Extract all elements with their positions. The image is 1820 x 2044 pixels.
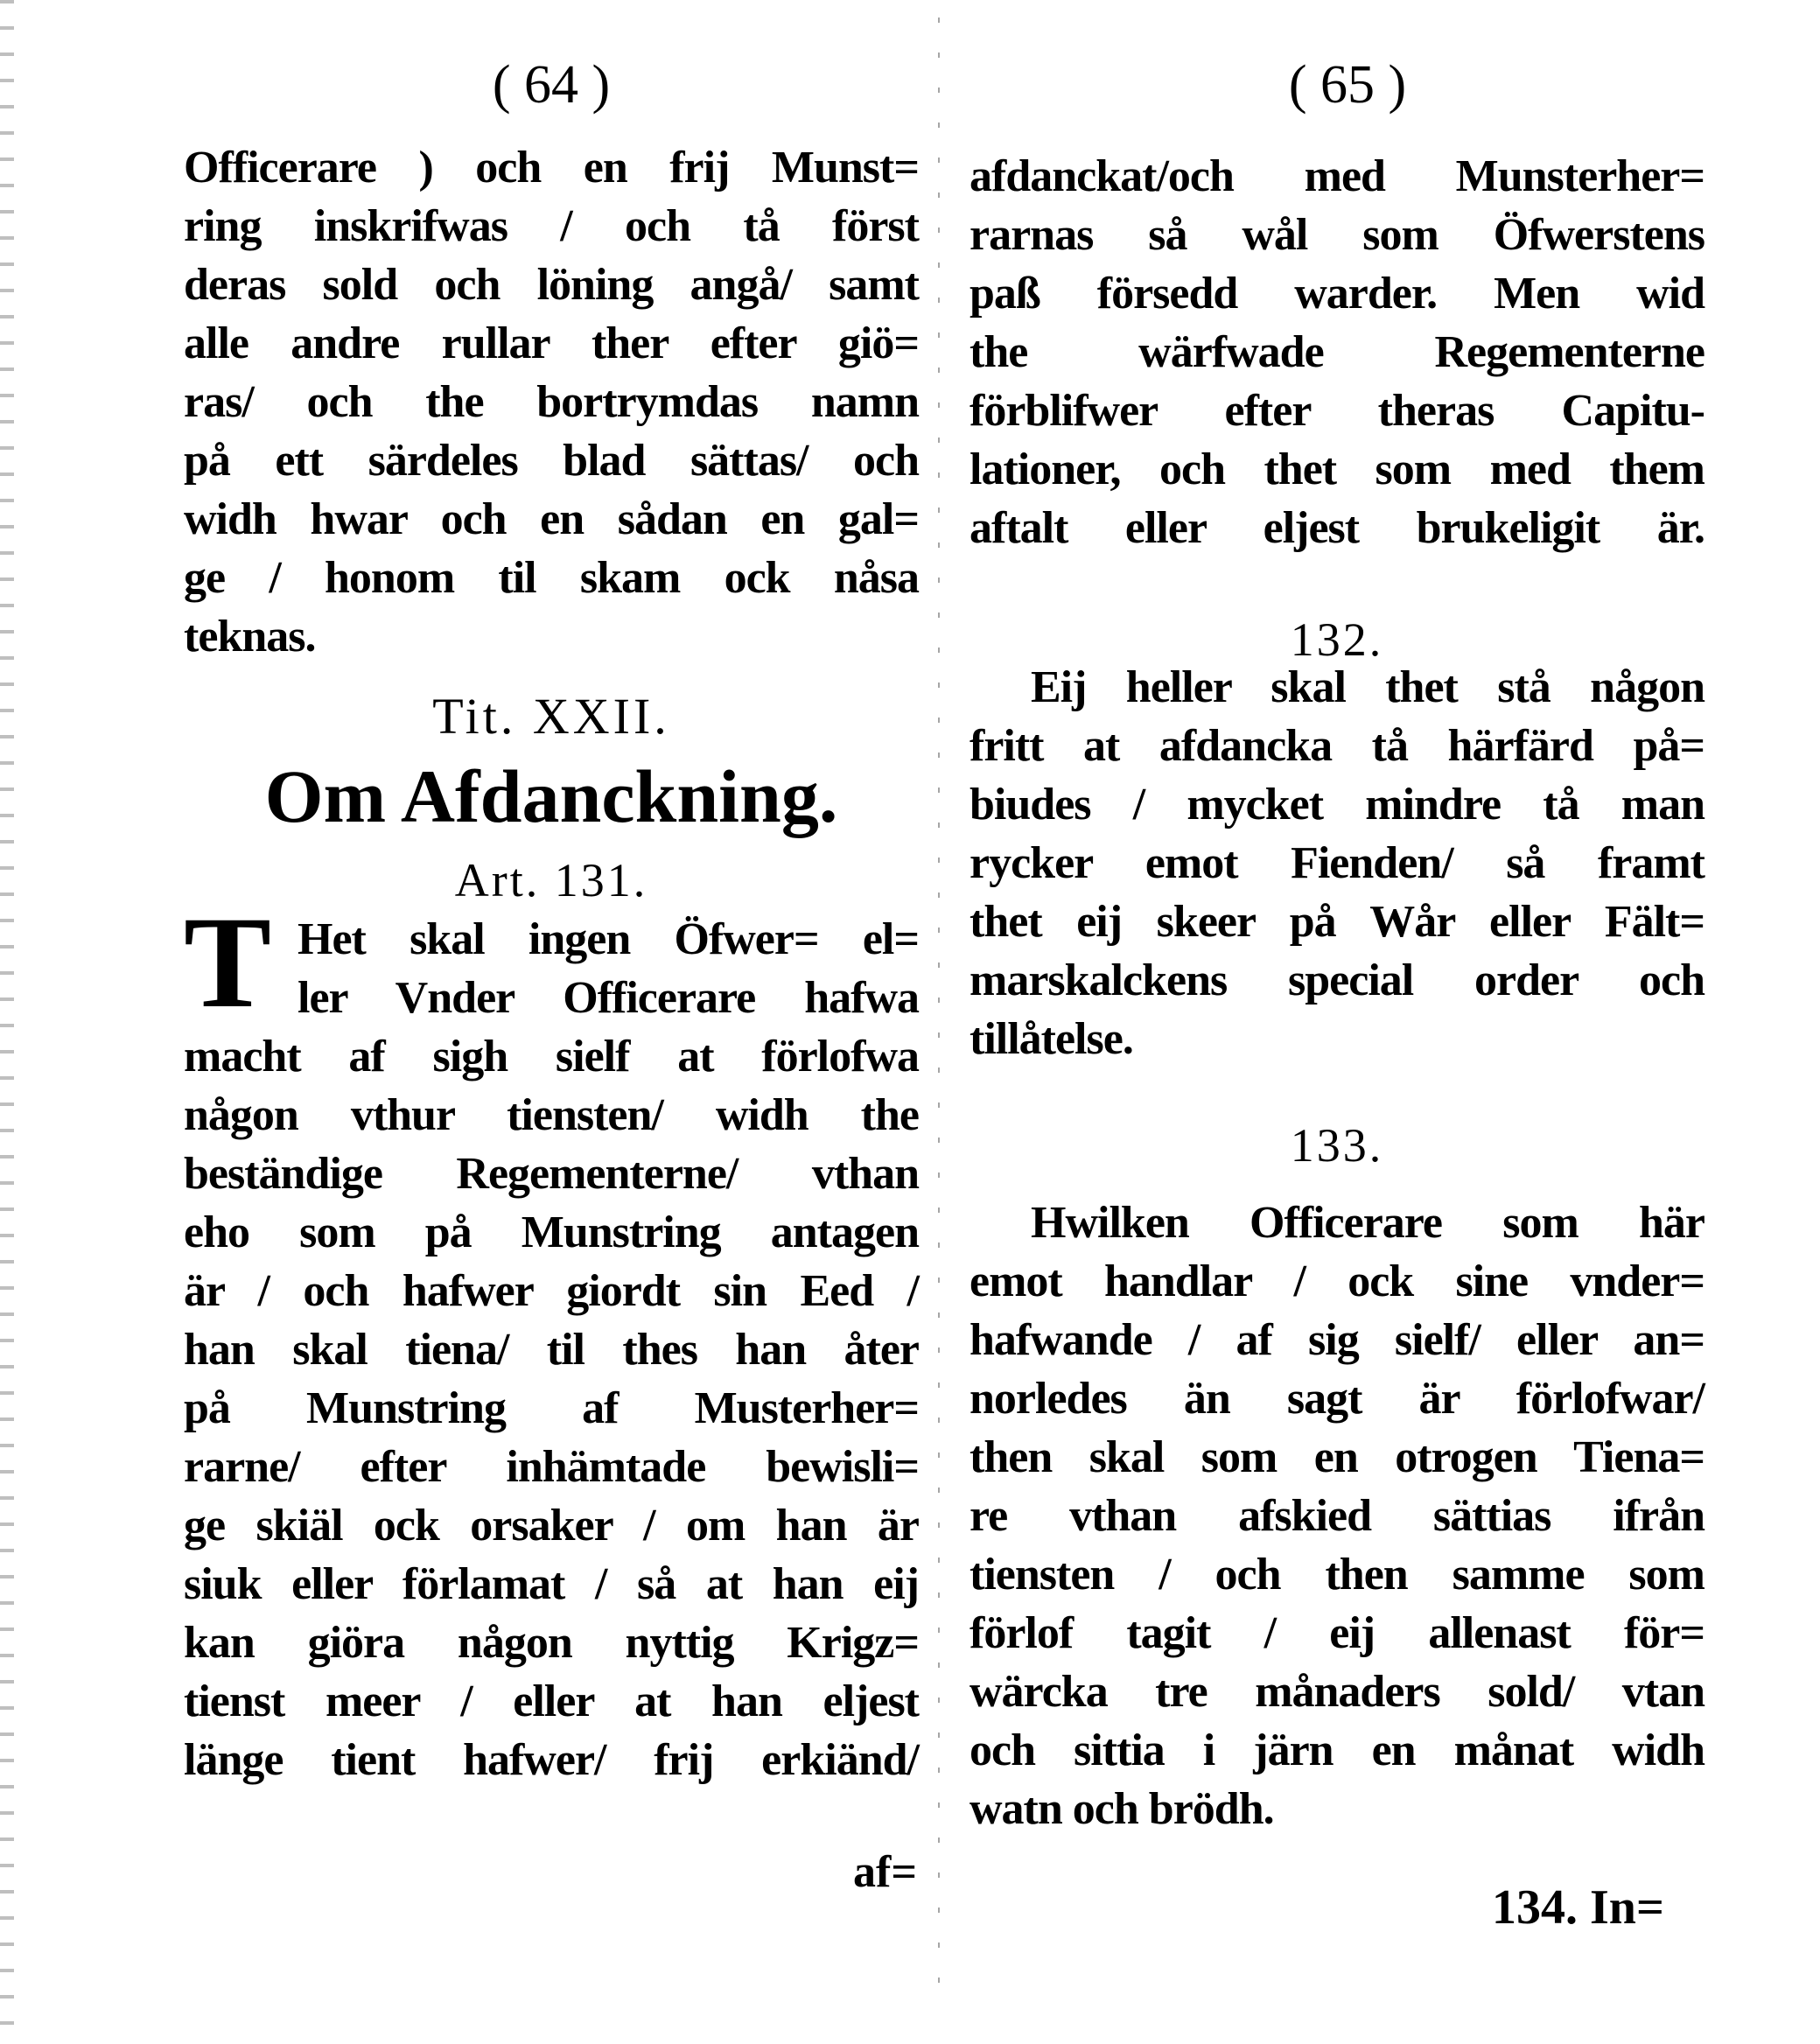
text-line: marskalckens special order och: [970, 956, 1704, 1005]
text-line: aftalt eller eljest brukeligit är.: [970, 503, 1704, 553]
text-line: rarnas så wål som Öfwerstens: [970, 210, 1704, 260]
page-gutter: [938, 18, 940, 2012]
text-line: är / och hafwer giordt sin Eed /: [184, 1266, 919, 1316]
text-line: på ett särdeles blad sättas/ och: [184, 436, 919, 486]
text-line: Het skal ingen Öfwer= el=: [298, 914, 919, 964]
text-line: siuk eller förlamat / så at han eij: [184, 1559, 919, 1609]
text-line: re vthan afskied sättias ifrån: [970, 1491, 1704, 1541]
text-line: tillåtelse.: [970, 1014, 1133, 1064]
text-line: norledes än sagt är förlofwar/: [970, 1374, 1704, 1424]
text-line: wärcka tre månaders sold/ vtan: [970, 1667, 1704, 1717]
text-line: han skal tiena/ til thes han åter: [184, 1325, 919, 1375]
text-line: teknas.: [184, 612, 316, 662]
article-133-label: 133.: [1290, 1119, 1384, 1172]
text-line: ring inskrifwas / och tå först: [184, 201, 919, 251]
drop-cap: T: [184, 890, 272, 1035]
scan-edge: [0, 0, 14, 2044]
text-line: eho som på Munstring antagen: [184, 1208, 919, 1257]
text-line: Eij heller skal thet stå någon: [1031, 662, 1704, 712]
text-line: fritt at afdancka tå härfärd på=: [970, 721, 1704, 771]
text-line: förblifwer efter theras Capitu-: [970, 386, 1704, 436]
text-line: tiensten / och then samme som: [970, 1550, 1704, 1600]
text-line: the wärfwade Regementerne: [970, 327, 1704, 377]
text-line: widh hwar och en sådan en gal=: [184, 494, 919, 544]
article-label: Art. 131.: [454, 854, 648, 906]
text-line: någon vthur tiensten/ widh the: [184, 1090, 919, 1140]
text-line: afdanckat/och med Munsterher=: [970, 151, 1704, 201]
text-line: beständige Regementerne/ vthan: [184, 1149, 919, 1199]
article-131-paragraph: [184, 890, 919, 1789]
article-132-paragraph: [970, 658, 1704, 1068]
text-line: then skal som en otrogen Tiena=: [970, 1432, 1704, 1482]
catchword-right: 134. In=: [1492, 1880, 1664, 1935]
text-line: deras sold och löning angå/ samt: [184, 260, 919, 310]
article-133-paragraph: [970, 1194, 1704, 1838]
text-line: hafwande / af sig sielf/ eller an=: [970, 1315, 1704, 1365]
title-label: Tit. XXII.: [432, 688, 670, 745]
text-line: länge tient hafwer/ frij erkiänd/: [184, 1735, 919, 1785]
text-line: emot handlar / ock sine vnder=: [970, 1256, 1704, 1306]
text-line: watn och brödh.: [970, 1784, 1274, 1834]
left-intro-paragraph: [184, 138, 919, 666]
text-line: ler Vnder Officerare hafwa: [298, 973, 919, 1023]
right-intro-paragraph: [970, 147, 1704, 557]
text-line: macht af sigh sielf at förlofwa: [184, 1032, 919, 1082]
section-title: Om Afdanckning.: [264, 754, 838, 838]
text-line: tienst meer / eller at han eljest: [184, 1676, 919, 1726]
page-number-right: ( 65 ): [1288, 55, 1407, 115]
text-line: förlof tagit / eij allenast för=: [970, 1608, 1704, 1658]
text-line: paß försedd warder. Men wid: [970, 269, 1704, 318]
article-132-label: 132.: [1290, 613, 1384, 666]
text-line: ge skiäl ock orsaker / om han är: [184, 1501, 919, 1550]
catchword-left: af=: [853, 1847, 917, 1897]
text-line: Hwilken Officerare som här: [1031, 1198, 1704, 1248]
text-line: ge / honom til skam ock nåsa: [184, 553, 919, 603]
text-line: kan giöra någon nyttig Krigz=: [184, 1618, 919, 1668]
text-line: på Munstring af Musterher=: [184, 1383, 919, 1433]
text-line: biudes / mycket mindre tå man: [970, 780, 1704, 830]
text-line: rarne/ efter inhämtade bewisli=: [184, 1442, 919, 1492]
text-line: Officerare ) och en frij Munst=: [184, 143, 919, 192]
page-number-left: ( 64 ): [492, 55, 611, 115]
text-line: thet eij skeer på Wår eller Fält=: [970, 897, 1704, 947]
text-line: rycker emot Fienden/ så framt: [970, 838, 1704, 888]
text-line: lationer, och thet som med them: [970, 444, 1704, 494]
text-line: ras/ och the bortrymdas namn: [184, 377, 919, 427]
text-line: och sittia i järn en månat widh: [970, 1726, 1704, 1775]
text-line: alle andre rullar ther efter giö=: [184, 318, 919, 368]
